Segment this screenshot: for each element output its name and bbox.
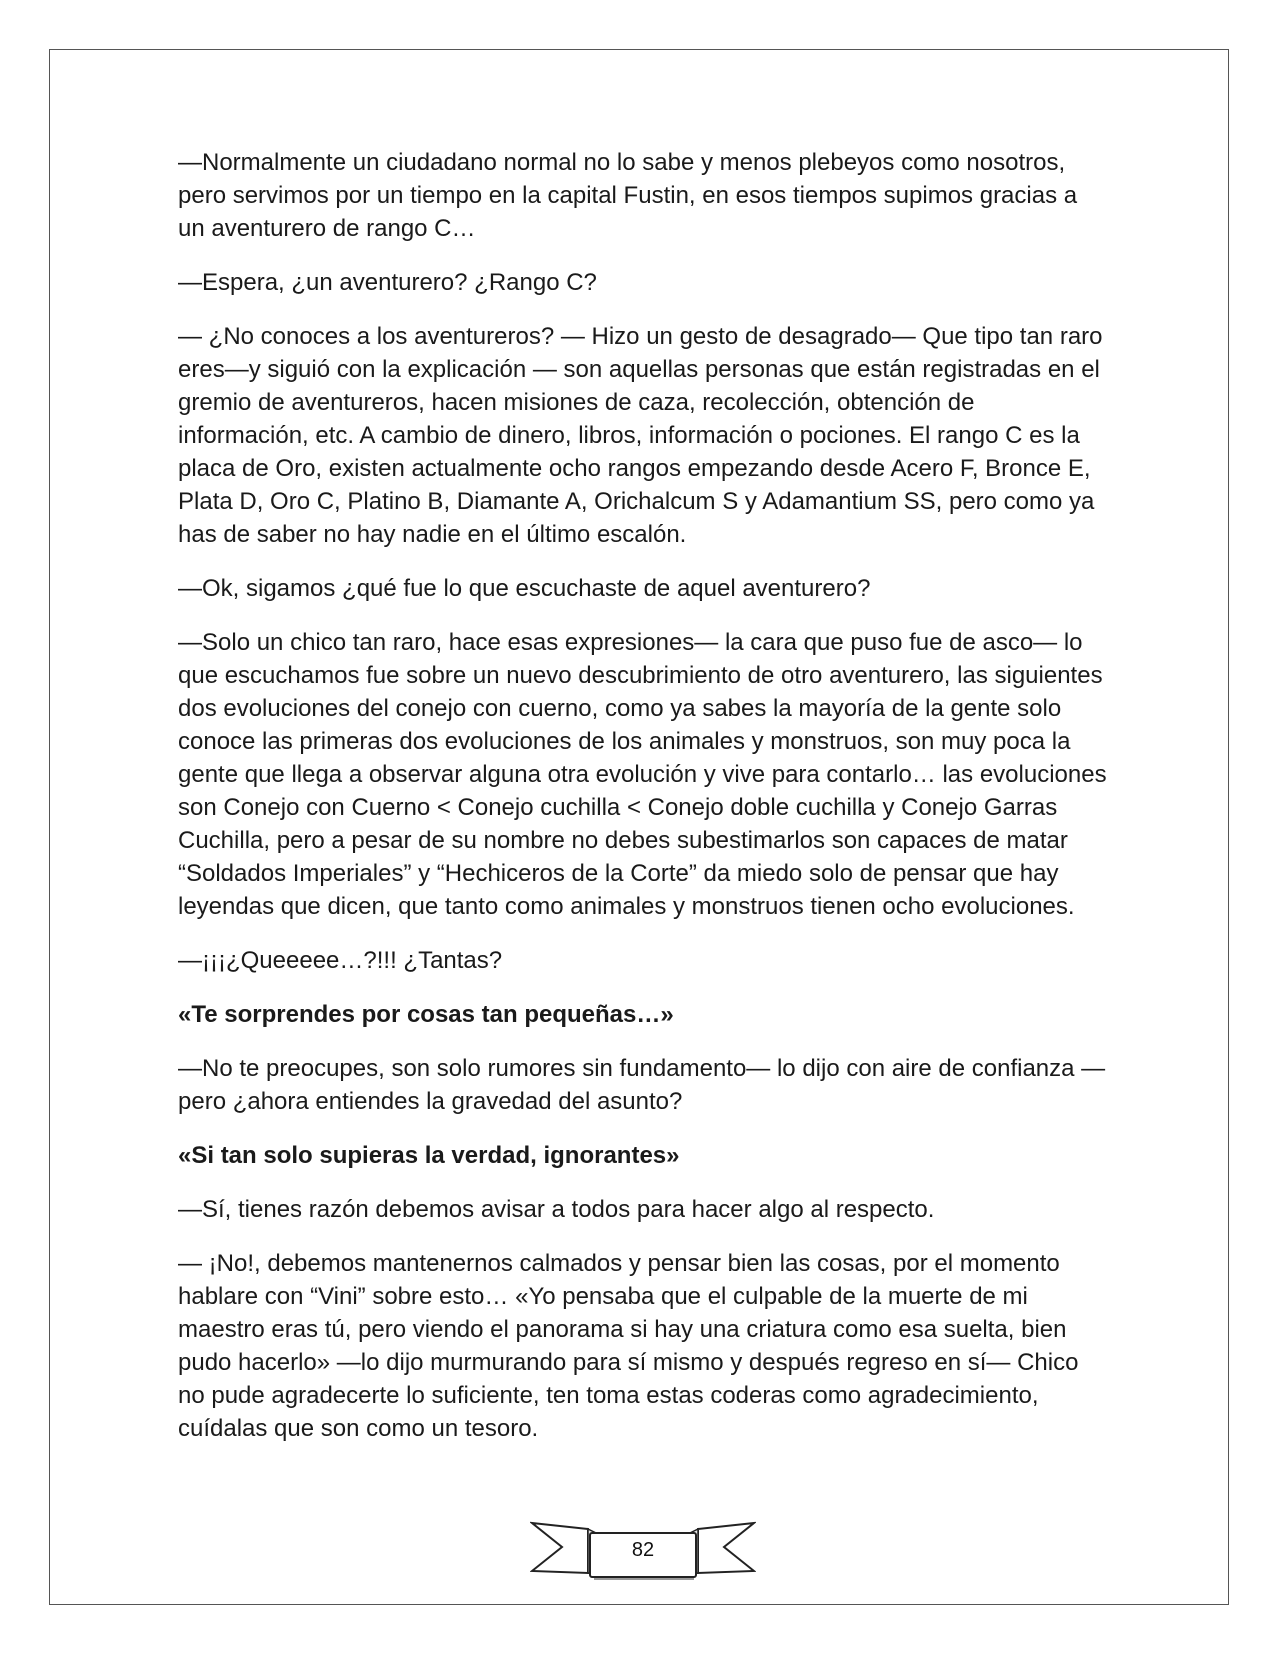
thought-paragraph: «Si tan solo supieras la verdad, ignorantes» [178, 1142, 680, 1169]
paragraph: —Espera, ¿un aventurero? ¿Rango C? [178, 269, 597, 296]
paragraph: —Solo un chico tan raro, hace esas expresiones— la cara que puso fue de asco— lo que escuchamos fue sobre un nuevo descubrimiento de otro aventurero, las siguientes dos evoluciones del conejo con cuerno, como ya sabes la mayoría de la gente solo conoce las primeras dos evoluciones de los animales y monstruos, son muy poca la gente que llega a observar alguna otra evolución y vive para contarlo… las evoluciones son Conejo con Cuerno < Conejo cuchilla < Conejo doble cuchilla y Conejo Garras Cuchilla, pero a pesar de su nombre no debes subestimarlos son capaces de matar “Soldados Imperiales” y “Hechiceros de la Corte” da miedo solo de pensar que hay leyendas que dicen, que tanto como animales y monstruos tienen ocho evoluciones. [178, 629, 1107, 920]
paragraph: —¡¡¡¿Queeeee…?!!! ¿Tantas? [178, 947, 503, 974]
page-body [178, 146, 1110, 1466]
paragraph: — ¡No!, debemos mantenernos calmados y pensar bien las cosas, por el momento hablare con “Vini” sobre esto… «Yo pensaba que el culpable de la muerte de mi maestro eras tú, pero viendo el panorama si hay una criatura como esa suelta, bien pudo hacerlo» —lo dijo murmurando para sí mismo y después regreso en sí— Chico no pude agradecerte lo suficiente, ten toma estas coderas como agradecimiento, cuídalas que son como un tesoro. [178, 1250, 1079, 1442]
paragraph: —Sí, tienes razón debemos avisar a todos para hacer algo al respecto. [178, 1196, 935, 1223]
paragraph: —No te preocupes, son solo rumores sin fundamento— lo dijo con aire de confianza — pero ¿ahora entiendes la gravedad del asunto? [178, 1055, 1106, 1115]
page-number: 82 [631, 1539, 655, 1561]
paragraph: —Normalmente un ciudadano normal no lo sabe y menos plebeyos como nosotros, pero servimos por un tiempo en la capital Fustin, en esos tiempos supimos gracias a un aventurero de rango C… [178, 149, 1078, 242]
paragraph: —Ok, sigamos ¿qué fue lo que escuchaste de aquel aventurero? [178, 575, 871, 602]
page-number-ribbon [530, 1515, 756, 1585]
thought-paragraph: «Te sorprendes por cosas tan pequeñas…» [178, 1001, 674, 1028]
paragraph: — ¿No conoces a los aventureros? — Hizo un gesto de desagrado— Que tipo tan raro eres—y siguió con la explicación — son aquellas personas que están registradas en el gremio de aventureros, hacen misiones de caza, recolección, obtención de información, etc. A cambio de dinero, libros, información o pociones. El rango C es la placa de Oro, existen actualmente ocho rangos empezando desde Acero F, Bronce E, Plata D, Oro C, Platino B, Diamante A, Orichalcum S y Adamantium SS, pero como ya has de saber no hay nadie en el último escalón. [178, 323, 1103, 548]
